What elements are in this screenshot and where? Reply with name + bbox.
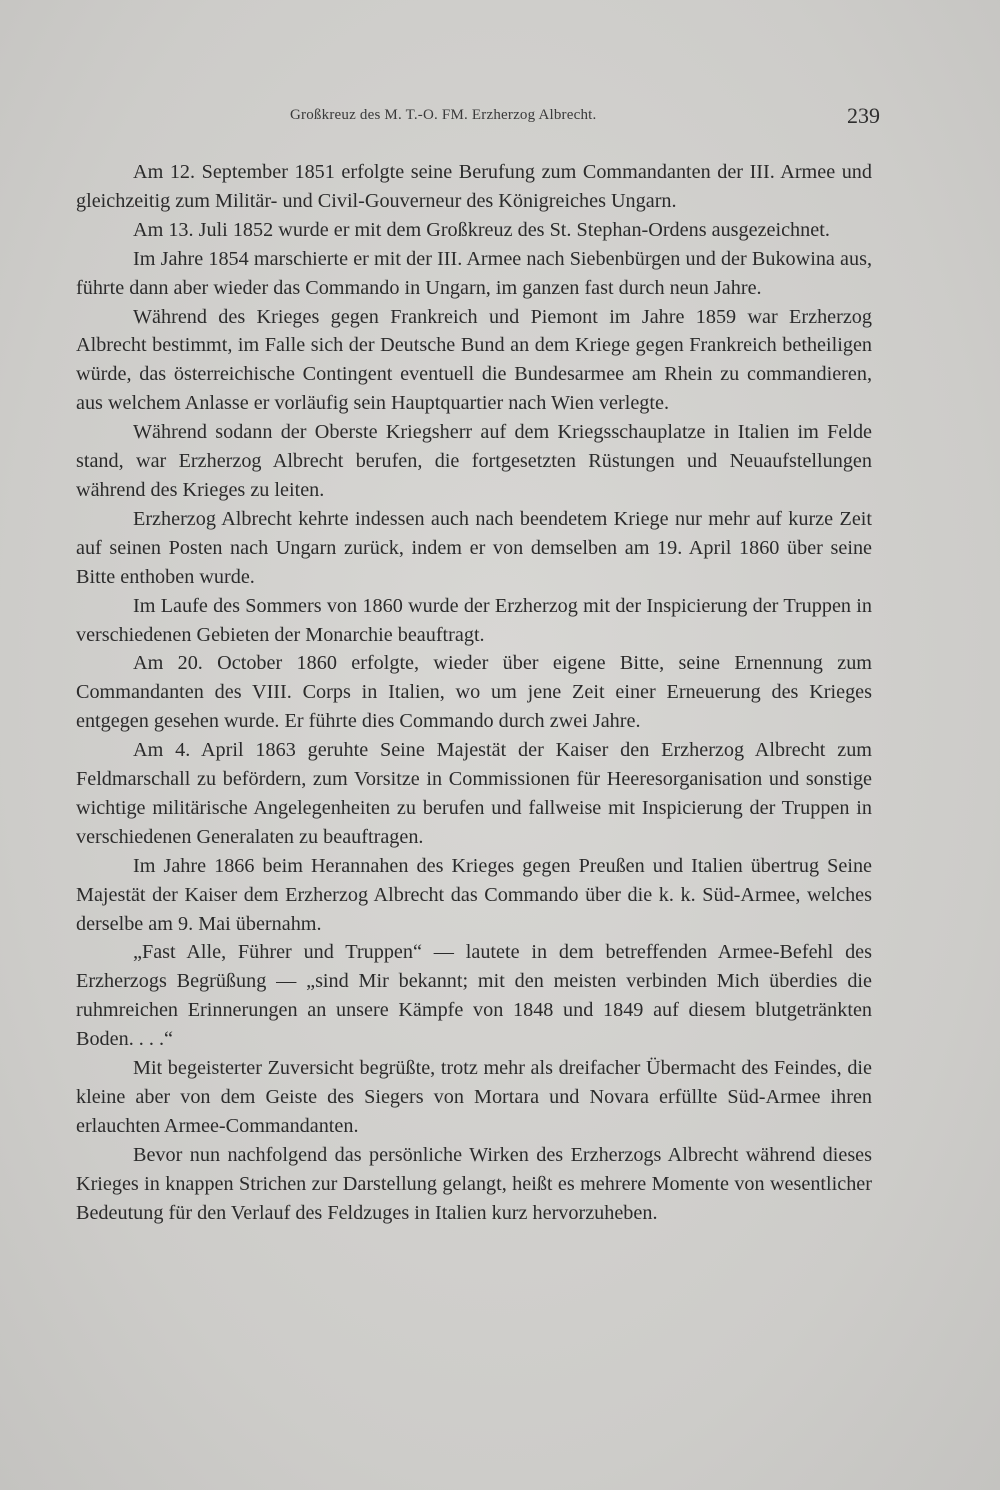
paragraph: Am 12. September 1851 erfolgte seine Berufung zum Commandanten der III. Armee und gleichzeitig zum Militär- und Civil-Gouverneur des Königreiches Ungarn. bbox=[76, 161, 872, 212]
page-number: 239 bbox=[847, 103, 880, 128]
paragraph: Im Jahre 1854 marschierte er mit der III. Armee nach Siebenbürgen und der Bukowina aus, führte dann aber wieder das Commando in Ungarn, im ganzen fast durch neun Jahre. bbox=[76, 247, 872, 299]
paragraph: Während sodann der Oberste Kriegsherr auf dem Kriegsschauplatze in Italien im Felde stand, war Erzherzog Albrecht berufen, die fortgesetzten Rüstungen und Neuaufstellungen während des Krieges zu leiten. bbox=[76, 421, 872, 501]
paragraph: Mit begeisterter Zuversicht begrüßte, trotz mehr als dreifacher Übermacht des Feindes, die kleine aber von dem Geiste des Siegers von Mortara und Novara erfüllte Süd-Armee ihren erlauchten Armee-Commandanten. bbox=[76, 1057, 872, 1137]
paragraph: Am 4. April 1863 geruhte Seine Majestät der Kaiser den Erzherzog Albrecht zum Feldmarschall zu befördern, zum Vorsitze in Commissionen für Heeresorganisation und sonstige wichtige militärische Angelegenheiten zu berufen und fallweise mit Inspicierung der Truppen in verschiedenen Generalaten zu beauftragen. bbox=[76, 739, 872, 848]
paragraph: Während des Krieges gegen Frankreich und Piemont im Jahre 1859 war Erzherzog Albrecht bestimmt, im Falle sich der Deutsche Bund an dem Kriege gegen Frankreich betheiligen würde, das österreichische Contingent eventuell die Bundesarmee am Rhein zu commandieren, aus welchem Anlasse er vorläufig sein Hauptquartier nach Wien verlegte. bbox=[76, 305, 872, 415]
paragraph: „Fast Alle, Führer und Truppen“ — lautete in dem betreffenden Armee-Befehl des Erzherzogs Begrüßung — „sind Mir bekannt; mit den meisten verbinden Mich überdies die ruhmreichen Erinnerungen an unsere Kämpfe von 1848 und 1849 auf diesem blutgetränkten Boden. . . .“ bbox=[76, 941, 872, 1051]
body-text bbox=[76, 158, 872, 1228]
running-title: Großkreuz des M. T.-O. FM. Erzherzog Albrecht. bbox=[290, 107, 597, 123]
paragraph: Am 13. Juli 1852 wurde er mit dem Großkreuz des St. Stephan-Ordens ausgezeichnet. bbox=[133, 218, 830, 241]
paragraph: Im Jahre 1866 beim Herannahen des Krieges gegen Preußen und Italien übertrug Seine Majestät der Kaiser dem Erzherzog Albrecht das Commando über die k. k. Süd-Armee, welches derselbe am 9. Mai übernahm. bbox=[76, 854, 872, 935]
paragraph: Am 20. October 1860 erfolgte, wieder über eigene Bitte, seine Ernennung zum Commandanten des VIII. Corps in Italien, wo um jene Zeit einer Erneuerung des Krieges entgegen gesehen wurde. Er führte dies Commando durch zwei Jahre. bbox=[76, 652, 872, 733]
page-header bbox=[290, 103, 880, 129]
paragraph: Bevor nun nachfolgend das persönliche Wirken des Erzherzogs Albrecht während dieses Krieges in knappen Strichen zur Darstellung gelangt, heißt es mehrere Momente von wesentlicher Bedeutung für den Verlauf des Feldzuges in Italien kurz hervorzuheben. bbox=[76, 1143, 872, 1224]
paragraph: Im Laufe des Sommers von 1860 wurde der Erzherzog mit der Inspicierung der Truppen in verschiedenen Gebieten der Monarchie beauftragt. bbox=[76, 594, 872, 646]
paragraph: Erzherzog Albrecht kehrte indessen auch nach beendetem Kriege nur mehr auf kurze Zeit auf seinen Posten nach Ungarn zurück, indem er von demselben am 19. April 1860 über seine Bitte enthoben wurde. bbox=[76, 507, 872, 588]
